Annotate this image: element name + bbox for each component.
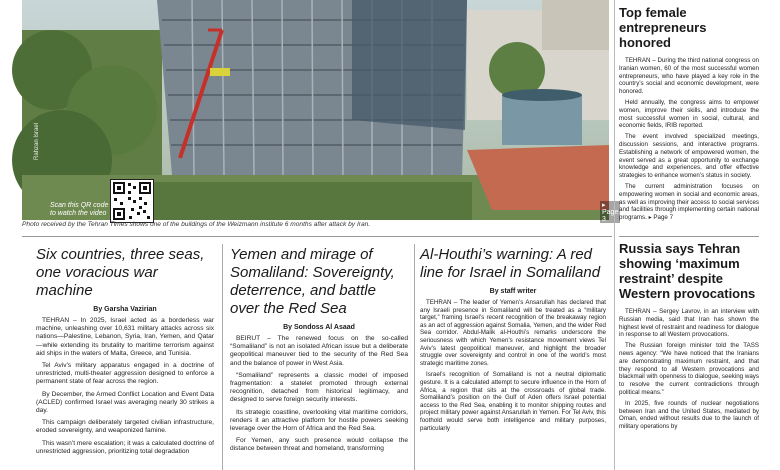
sidebar-paragraph: The Russian foreign minister told the TASS news agency: “We have noticed that the Iranians are demonstrating maximum restraint, and that they respond to all Western provocations and blackmail with openness to dialogue, seeking ways to resolve the current contradictions through political means.” [619,342,759,396]
sidebar-headline[interactable]: Russia says Tehran showing ‘maximum restraint’ despite Western provocations [619,241,756,301]
sidebar-paragraph: TEHRAN – During the third national congress on Iranian women, 60 of the most successful women entrepreneurs, who have played a key role in the country’s social and economic development, were honored. [619,57,759,96]
divider [619,236,759,237]
article-body [230,335,408,454]
article-paragraph: For Yemen, any such presence would collapse the distance between threat and homeland, transforming [230,437,408,453]
article-paragraph: “Somaliland” represents a classic model of imposed fragmentation: a statelet promoted through external recognition, detached from historical legitimacy, and designed to serve foreign security interests. [230,371,408,404]
article-paragraph: TEHRAN – The leader of Yemen’s Ansarullah has declared that any Israeli presence in Somaliland will be treated as a “military target,” framing Israel’s recent recognition of the breakaway region as an act of aggression against Somalia, Yemen, and the wider Red Sea corridor. Abdul-Malik al-Houthi’s remarks underscore the seriousness with which Yemen’s resistance movement views Tel Aviv’s latest geopolitical maneuver, and highlight the broader struggle over sovereignty and control in one of the world’s most strategic maritime zones. [420,299,606,367]
column-divider [414,244,415,470]
article-byline: By Sondoss Al Asaad [283,324,355,331]
article-paragraph: This campaign deliberately targeted civilian infrastructure, eroded sovereignty, and weaponized famine. [36,419,214,435]
article-byline: By Garsha Vazirian [93,306,157,313]
column-divider [222,244,223,470]
lead-photo [22,0,619,223]
sidebar-divider [614,0,615,470]
article-paragraph: By December, the Armed Conflict Location and Event Data (ACLED) confirmed Israel was averaging nearly 30 strikes a day. [36,390,214,415]
sidebar-story-2 [619,241,759,434]
sidebar-headline[interactable]: Top female entrepreneurs honored [619,5,707,50]
article-body [36,317,214,456]
article-paragraph: Its strategic coastline, overlooking vital maritime corridors, renders it an attractive platform for hostile powers seeking leverage over the Horn of Africa and the Red Sea. [230,408,408,433]
article-headline[interactable]: Six countries, three seas, one voracious war machine [36,246,205,299]
sidebar-body [619,57,759,222]
divider [22,236,612,237]
sidebar-paragraph: The event involved specialized meetings, discussion sessions, and interactive programs. Establishing a network of empowered women, the event served as a great opportunity to exchange knowledge and experiences, and offer effective strategies to enhance women’s status in society. [619,133,759,180]
article-headline[interactable]: Al-Houthi’s warning: A red line for Israel in Somaliland [420,246,601,281]
photo-page-ref-label: Page 3 [602,209,619,223]
sidebar-paragraph: The current administration focuses on empowering women in social and economic areas, as well as improving their access to social services and facilities through implementing certain national programs. ▸ Page 7 [619,182,759,222]
photo-side-credit: Rahzan Israel [34,122,40,160]
sidebar-body [619,308,759,431]
article-byline: By staff writer [489,288,537,295]
photo-caption: Photo received by the Tehran Times shows one of the buildings of the Weizmann institute 6 months after attack by Iran. [22,221,371,228]
article-paragraph: BEIRUT – The renewed focus on the so-called “Somaliland” is not an isolated African issue but a deliberate geopolitical maneuver tied to the security of the Red Sea and the balance of power in West Asia. [230,335,408,367]
article-column-3 [420,246,606,436]
article-headline[interactable]: Yemen and mirage of Somaliland: Sovereignty, deterrence, and battle over the Red Sea [230,246,395,317]
sidebar-paragraph: Held annually, the congress aims to empower women, improve their skills, and introduce the most successful women in social, cultural, and economic fields, IRIB reported. [619,98,759,130]
article-paragraph: This wasn’t mere escalation; it was a calculated doctrine of unrestricted aggression, prioritizing total degradation [36,439,214,455]
article-paragraph: Israel’s recognition of Somaliland is not a neutral diplomatic gesture. It is a calculated attempt to secure influence in the Horn of Africa, a region that sits at the crossroads of global trade. Somaliland’s position on the Gulf of Aden offers Israel potential access to the Red Sea, enabling it to monitor shipping routes and project military power against Ansarullah in Yemen. For Tel Aviv, this foothold would serve both intelligence and military purposes, particularly [420,371,606,432]
qr-instruction: Scan this QR code to watch the video [50,202,109,217]
qr-code[interactable] [110,179,154,223]
photo-page-ref[interactable]: ▸ Page 3 [602,202,619,223]
article-paragraph: Tel Aviv’s military apparatus engaged in a doctrine of unrestricted, multi-theater aggression designed to enforce a permanent state of fear across the region. [36,362,214,386]
article-body [420,299,606,432]
sidebar-paragraph: In 2025, five rounds of nuclear negotiations between Iran and the United States, mediated by Oman, ended without results due to the launch of military operations by [619,399,759,431]
qr-code-icon [111,180,153,222]
sidebar-paragraph: TEHRAN – Sergey Lavrov, in an interview with Russian media, said that Iran has shown the highest level of restraint and readiness for dialogue in response to all Western provocations. [619,308,759,339]
article-column-1 [36,246,214,460]
sidebar-story-1 [619,5,759,225]
article-paragraph: TEHRAN – In 2025, Israel acted as a borderless war machine, unleashing over 10,631 military attacks across six nations—Palestine, Lebanon, Syria, Iran, Yemen, and Qatar—while extending its brutality to maritime terrorism against aid ships in the waters of Malta, Greece, and Tunisia. [36,317,214,357]
article-column-2 [230,246,408,458]
